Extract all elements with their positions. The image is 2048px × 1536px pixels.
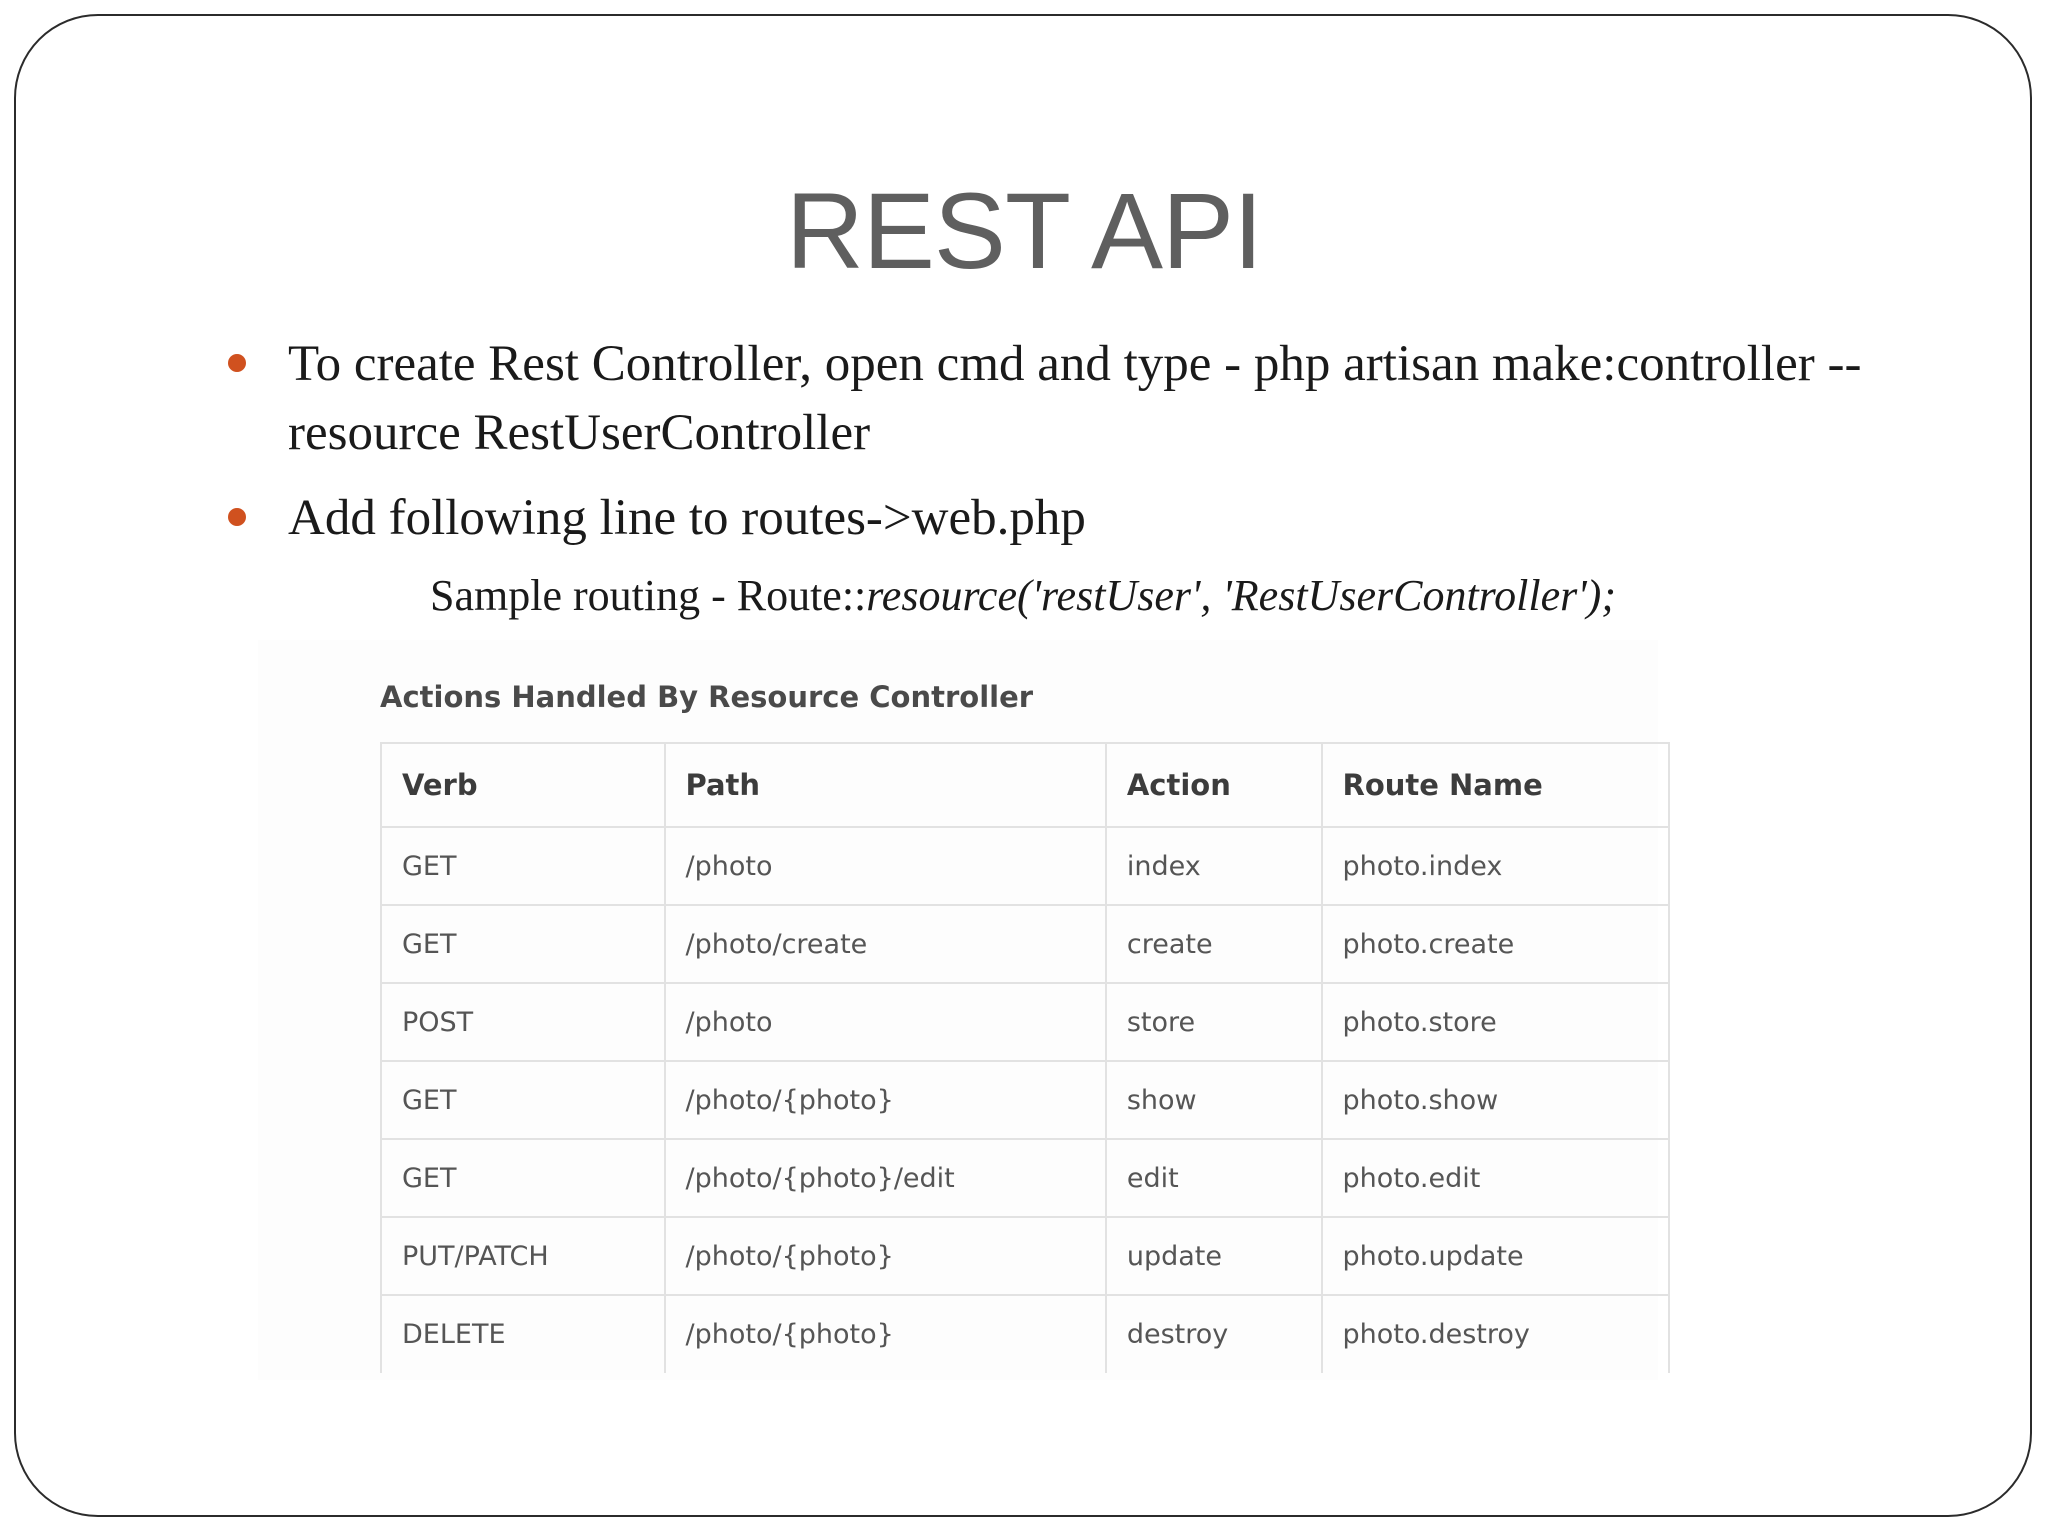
cell-verb: GET xyxy=(381,827,665,905)
cell-route-name: photo.create xyxy=(1322,905,1670,983)
cell-verb: GET xyxy=(381,905,665,983)
table-row xyxy=(381,1139,1669,1217)
resource-actions-table xyxy=(380,742,1670,1373)
bullet-text: To create Rest Controller, open cmd and type - php artisan make:controller --resource RestUserController xyxy=(288,336,1862,461)
cell-action: edit xyxy=(1106,1139,1322,1217)
cell-action: destroy xyxy=(1106,1295,1322,1373)
cell-action: index xyxy=(1106,827,1322,905)
cell-route-name: photo.show xyxy=(1322,1061,1670,1139)
cell-route-name: photo.destroy xyxy=(1322,1295,1670,1373)
cell-action: show xyxy=(1106,1061,1322,1139)
table-caption: Actions Handled By Resource Controller xyxy=(380,680,1034,714)
header-route-name: Route Name xyxy=(1322,743,1670,827)
cell-verb: POST xyxy=(381,983,665,1061)
cell-verb: GET xyxy=(381,1139,665,1217)
table-row xyxy=(381,1295,1669,1373)
bullet-item xyxy=(222,484,1902,553)
bullet-list xyxy=(222,330,1902,569)
cell-path: /photo xyxy=(665,983,1106,1061)
cell-path: /photo/{photo}/edit xyxy=(665,1139,1106,1217)
cell-route-name: photo.update xyxy=(1322,1217,1670,1295)
bullet-text: Add following line to routes->web.php xyxy=(288,490,1086,546)
cell-action: update xyxy=(1106,1217,1322,1295)
cell-action: store xyxy=(1106,983,1322,1061)
cell-route-name: photo.index xyxy=(1322,827,1670,905)
bullet-dot-icon xyxy=(228,508,246,526)
sample-routing-code: resource('restUser', 'RestUserController'); xyxy=(866,571,1616,620)
table-row xyxy=(381,905,1669,983)
table-header-row xyxy=(381,743,1669,827)
cell-verb: PUT/PATCH xyxy=(381,1217,665,1295)
table-row xyxy=(381,1217,1669,1295)
table-row xyxy=(381,827,1669,905)
table-row xyxy=(381,983,1669,1061)
bullet-dot-icon xyxy=(228,354,246,372)
cell-path: /photo/{photo} xyxy=(665,1295,1106,1373)
cell-action: create xyxy=(1106,905,1322,983)
cell-path: /photo/create xyxy=(665,905,1106,983)
cell-verb: GET xyxy=(381,1061,665,1139)
slide-title: REST API xyxy=(785,170,1263,291)
sample-routing-prefix: Sample routing - Route:: xyxy=(430,571,867,620)
cell-path: /photo xyxy=(665,827,1106,905)
cell-verb: DELETE xyxy=(381,1295,665,1373)
cell-route-name: photo.store xyxy=(1322,983,1670,1061)
cell-route-name: photo.edit xyxy=(1322,1139,1670,1217)
bullet-item xyxy=(222,330,1902,468)
cell-path: /photo/{photo} xyxy=(665,1217,1106,1295)
sample-routing-line xyxy=(430,566,1616,626)
header-action: Action xyxy=(1106,743,1322,827)
table-row xyxy=(381,1061,1669,1139)
embedded-table-screenshot xyxy=(258,640,1658,1380)
header-path: Path xyxy=(665,743,1106,827)
cell-path: /photo/{photo} xyxy=(665,1061,1106,1139)
header-verb: Verb xyxy=(381,743,665,827)
